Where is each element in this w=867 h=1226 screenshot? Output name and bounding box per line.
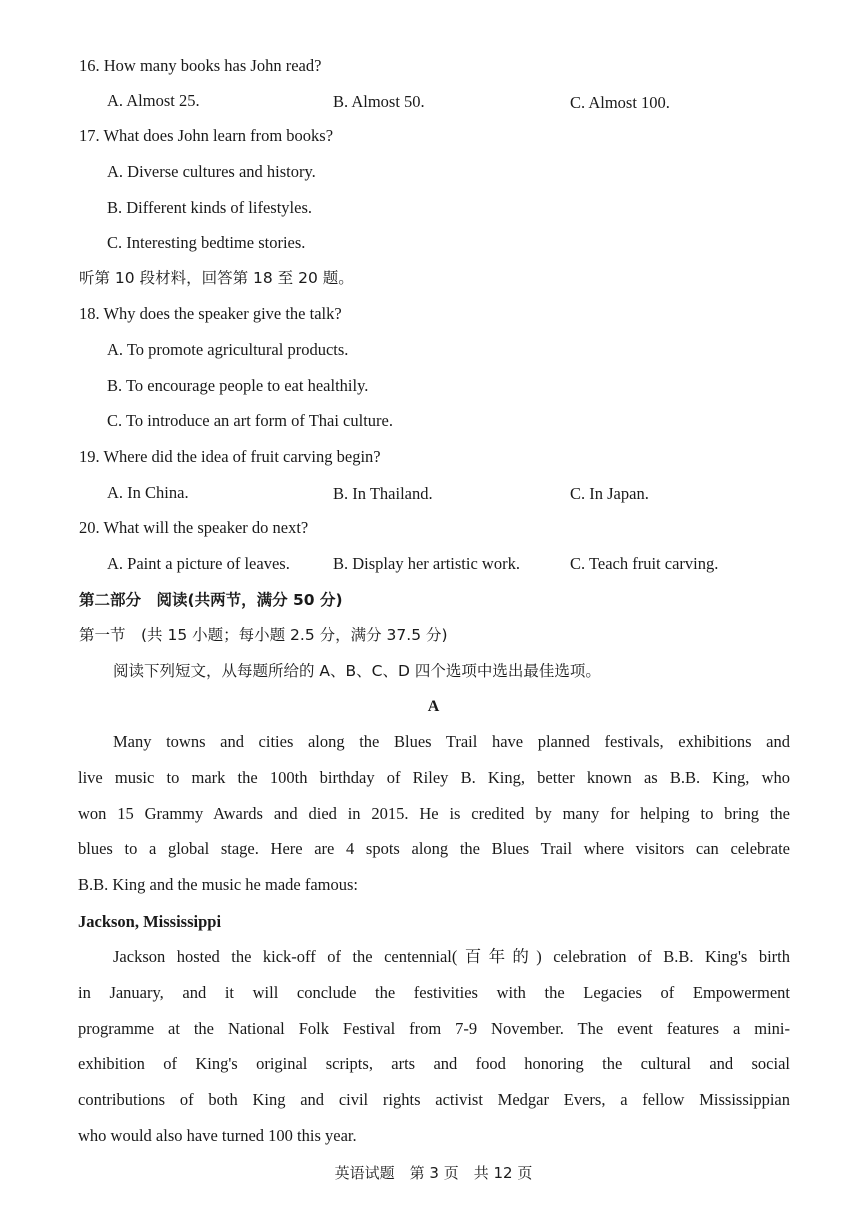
question-19-option-b: B. In Thailand.	[333, 484, 433, 503]
reading-instruction: 阅读下列短文，从每题所给的 A、B、C、D 四个选项中选出最佳选项。	[113, 662, 601, 680]
question-17-option-b: B. Different kinds of lifestyles.	[107, 198, 312, 217]
page-footer: 英语试题 第 3 页 共 12 页	[334, 1164, 533, 1182]
question-16-option-a: A. Almost 25.	[107, 91, 200, 110]
paragraph-line: Jackson hosted the kick-off of the centennial(百年的) celebration of B.B. King's birth	[113, 947, 790, 966]
question-17-option-a: A. Diverse cultures and history.	[107, 162, 316, 181]
question-16-option-c: C. Almost 100.	[570, 93, 670, 112]
question-17-stem: 17. What does John learn from books?	[79, 126, 334, 145]
question-16-option-b: B. Almost 50.	[333, 92, 425, 111]
paragraph-line: Many towns and cities along the Blues Trail have planned festivals, exhibitions and	[113, 732, 790, 751]
part2-heading: 第二部分 阅读(共两节，满分 50 分)	[79, 591, 343, 609]
question-18-stem: 18. Why does the speaker give the talk?	[79, 304, 342, 323]
question-20-option-a: A. Paint a picture of leaves.	[107, 554, 290, 573]
question-20-stem: 20. What will the speaker do next?	[79, 518, 309, 537]
passage-letter: A	[427, 698, 440, 715]
passage-paragraph-1	[78, 724, 790, 903]
paragraph-line: contributions of both King and civil rights activist Medgar Evers, a fellow Mississippian	[78, 1090, 790, 1110]
question-18-option-c: C. To introduce an art form of Thai culture.	[107, 411, 393, 430]
question-19-option-c: C. In Japan.	[570, 484, 649, 503]
question-19-option-a: A. In China.	[107, 483, 189, 502]
subheading-jackson: Jackson, Mississippi	[78, 912, 222, 931]
paragraph-line: won 15 Grammy Awards and died in 2015. He is credited by many for helping to bring the	[78, 803, 790, 823]
paragraph-line: exhibition of King's original scripts, arts and food honoring the cultural and social	[78, 1054, 790, 1074]
paragraph-line: blues to a global stage. Here are 4 spots along the Blues Trail where visitors can celebrate	[78, 839, 790, 859]
paragraph-line: live music to mark the 100th birthday of Riley B. King, better known as B.B. King, who	[78, 767, 790, 787]
question-17-option-c: C. Interesting bedtime stories.	[107, 233, 306, 252]
question-18-option-a: A. To promote agricultural products.	[107, 340, 349, 359]
question-18-option-b: B. To encourage people to eat healthily.	[107, 376, 369, 395]
question-20-option-c: C. Teach fruit carving.	[570, 554, 719, 573]
passage-paragraph-2	[78, 939, 790, 1154]
listening-instruction: 听第 10 段材料，回答第 18 至 20 题。	[79, 269, 354, 287]
paragraph-line: who would also have turned 100 this year.	[78, 1125, 357, 1145]
paragraph-line: programme at the National Folk Festival from 7-9 November. The event features a mini-	[78, 1018, 790, 1038]
question-16-stem: 16. How many books has John read?	[79, 56, 322, 75]
paragraph-line: B.B. King and the music he made famous:	[78, 875, 358, 895]
question-20-option-b: B. Display her artistic work.	[333, 554, 520, 573]
paragraph-line: in January, and it will conclude the festivities with the Legacies of Empowerment	[78, 982, 790, 1002]
question-19-stem: 19. Where did the idea of fruit carving begin?	[79, 447, 381, 466]
section1-heading: 第一节 (共 15 小题；每小题 2.5 分，满分 37.5 分)	[79, 626, 448, 644]
